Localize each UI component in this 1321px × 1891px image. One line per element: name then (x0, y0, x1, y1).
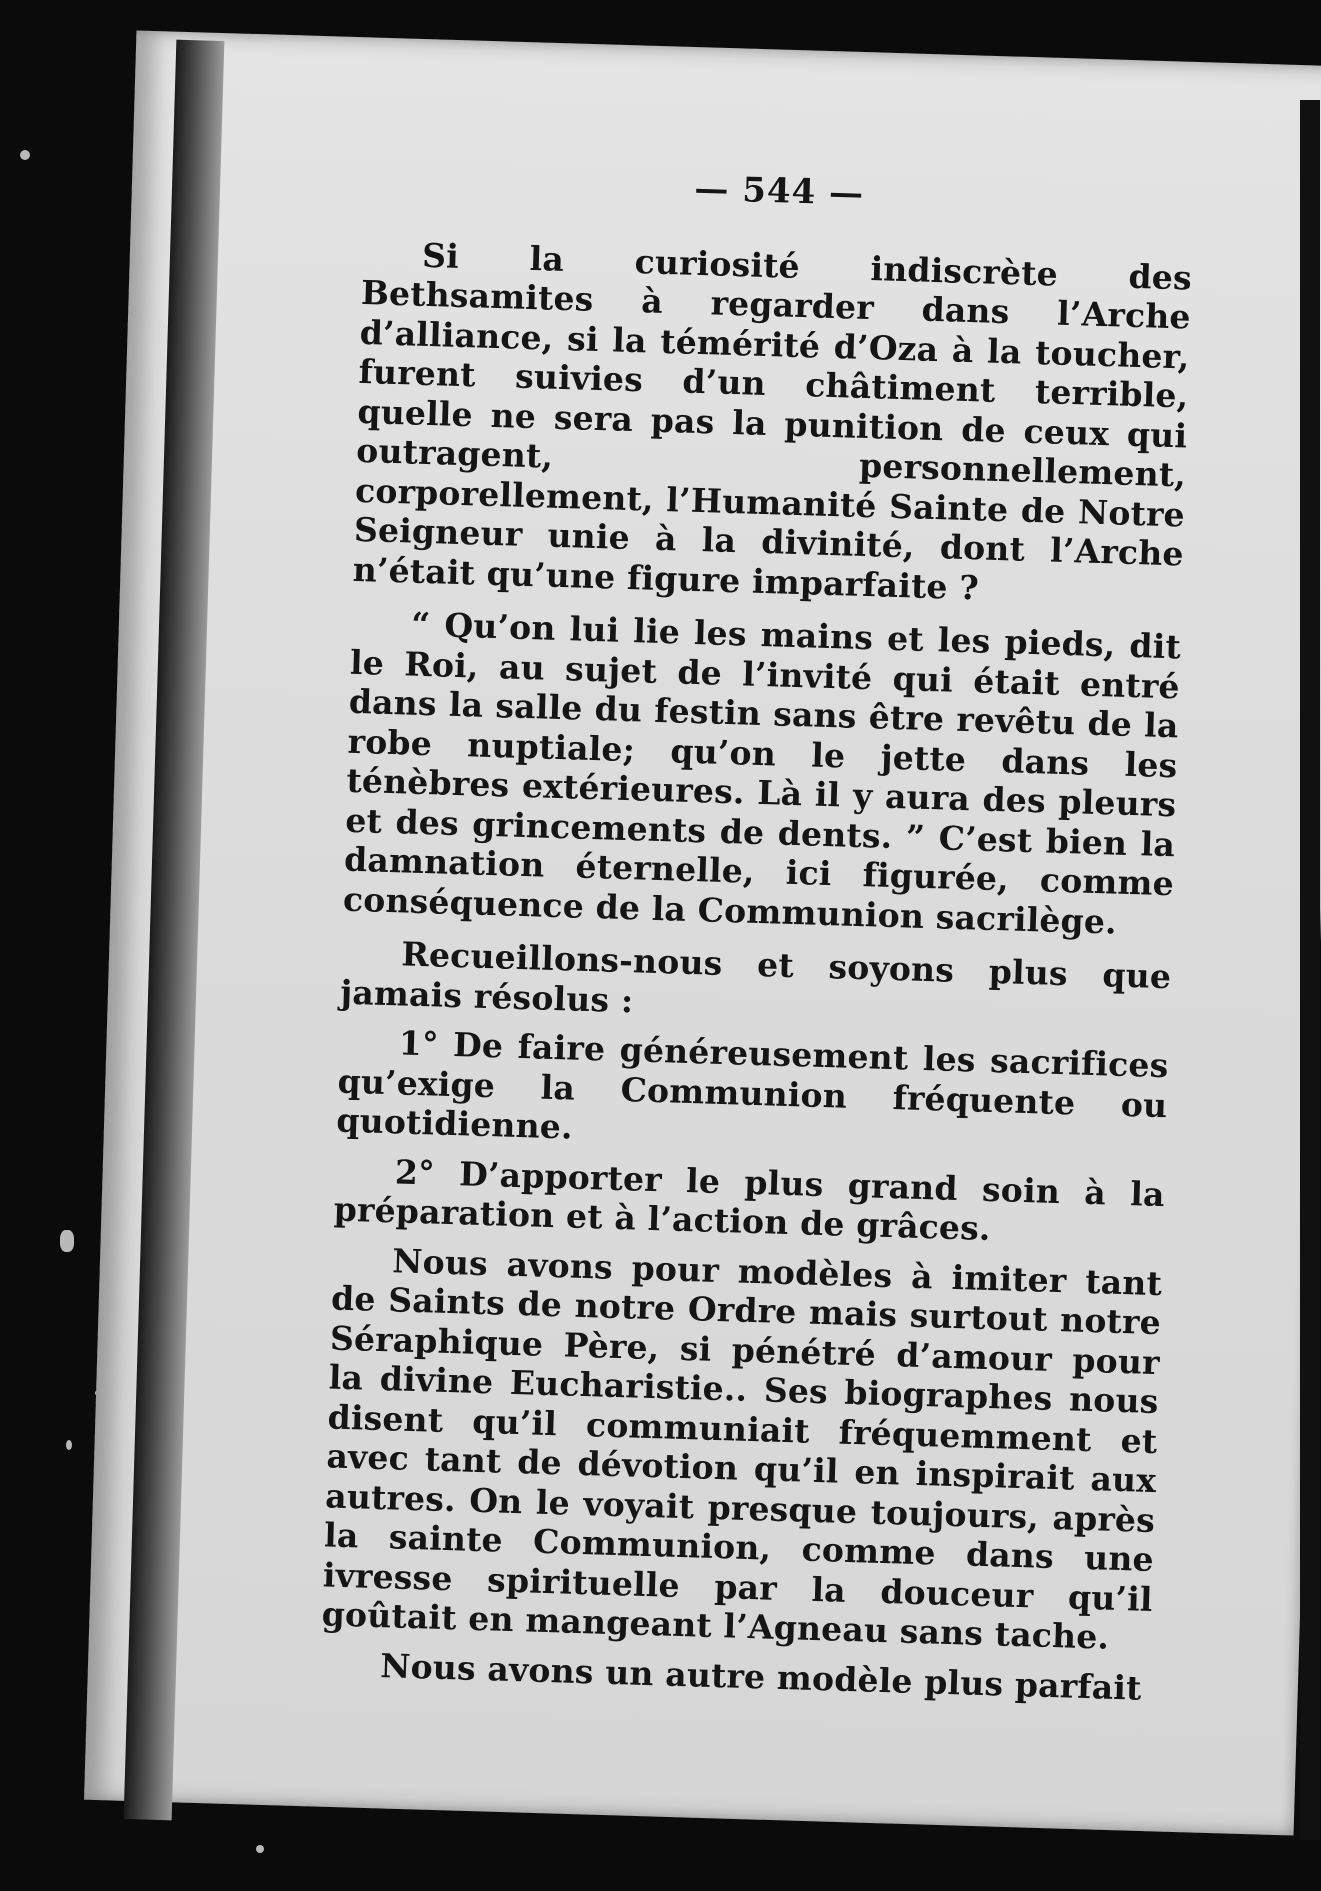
paragraph: Nous avons un autre modèle plus parfait (379, 1645, 1143, 1708)
page-text-block (319, 160, 1194, 1722)
list-item: 2° D’apporter le plus grand soin à la préparation et à l’action de grâces. (333, 1151, 1166, 1249)
scan-speck (60, 1230, 74, 1252)
page-right-edge (1300, 100, 1320, 1840)
paragraph: Nous avons pour modèles à imiter tant de Saints de notre Ordre mais surtout notre Séraphique Père, si pénétré d’amour pour la divine Eucharistie.. Ses biographes nous disent qu’il communiait fréquemment et avec tant de dévotion qu’il en inspirait aux autres. On le voyait presque toujours, après la sainte Communion, comme dans une ivresse spirituelle par la douceur qu’il goûtait en mangeant l’Agneau sans tache. (321, 1240, 1163, 1657)
scan-speck (66, 1440, 72, 1450)
page-number: — 544 — (693, 168, 865, 214)
paragraph: “ Qu’on lui lie les mains et les pieds, dit le Roi, au sujet de l’invité qui était entré dans la salle du festin sans être revêtu de la robe nuptiale; qu’on le jette dans les ténèbres extérieures. Là il y aura des pleurs et des grincements de dents. ” C’est bien la damnation éternelle, ici figurée, comme conséquence de la Communion sacrilège. (342, 604, 1182, 942)
scan-speck (256, 1845, 264, 1853)
scan-speck (20, 150, 30, 160)
paragraph: Recueillons-nous et soyons plus que jamais résolus : (339, 934, 1172, 1020)
paragraph: Si la curiosité indiscrète des Bethsamites à regarder dans l’Arche d’alliance, si la témérité d’Oza à la toucher, furent suivies d’un châtiment terrible, quelle ne sera pas la punition de ceux qui outragent, personnellement, corporellement, l’Humanité Sainte de Notre Seigneur unie à la divinité, dont l’Arche n’était qu’une figure imparfaite ? (352, 235, 1193, 607)
list-item: 1° De faire généreusement les sacrifices qu’exige la Communion fréquente ou quotidienne. (335, 1023, 1170, 1147)
